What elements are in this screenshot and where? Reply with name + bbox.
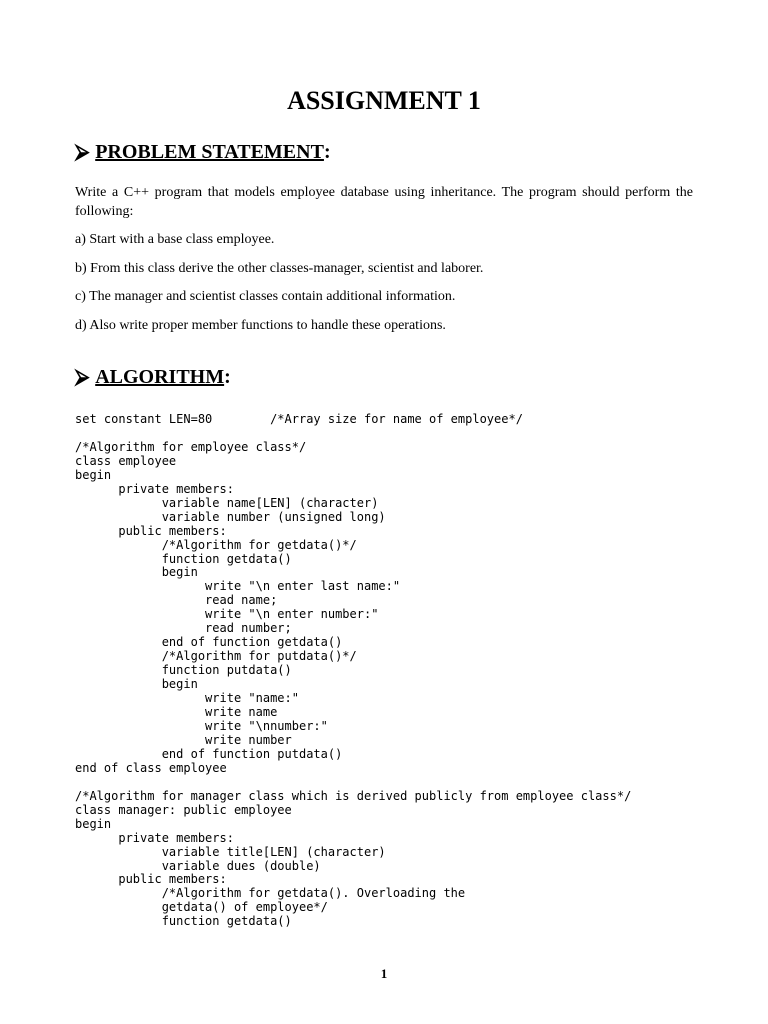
algorithm-label: ALGORITHM (95, 366, 225, 388)
page-title: ASSIGNMENT 1 (287, 86, 481, 115)
problem-item-a: a) Start with a base class employee. (75, 232, 275, 247)
arrow-bullet-icon: ⮚ (75, 366, 90, 388)
algorithm-code-block: set constant LEN=80 /*Array size for name of employee*/ /*Algorithm for employee class*/ class employee begin private members: variable name[LEN] (character) variable number (unsigned long) public members: /*Algorithm for getdata()*/ function getdata() begin write "\n enter last name:" read name; write "\n enter number:" read number; end of function getdata() /*Algorithm for putdata()*/ function putdata() begin write "name:" write name write "\nnumber:" write number end of function putdata() end of class employee /*Algorithm for manager class which is derived publicly from employee class*/ class manager: public employee begin private members: variable title[LEN] (character) variable dues (double) public members: /*Algorithm for getdata(). Overloading the getdata() of employee*/ function getdata() (75, 412, 632, 929)
problem-item-d: d) Also write proper member functions to handle these operations. (75, 318, 446, 333)
problem-statement-colon: : (323, 141, 331, 163)
problem-statement-heading (75, 141, 331, 164)
algorithm-colon: : (224, 366, 231, 388)
problem-statement-label: PROBLEM STATEMENT (95, 141, 324, 163)
page-number: 1 (380, 966, 388, 981)
arrow-bullet-icon: ⮚ (75, 141, 90, 163)
problem-intro: Write a C++ program that models employee database using inheritance. The program should perform the following: (75, 185, 693, 219)
problem-item-b: b) From this class derive the other classes-manager, scientist and laborer. (75, 261, 484, 276)
algorithm-heading (75, 366, 231, 389)
problem-item-c: c) The manager and scientist classes contain additional information. (75, 289, 456, 304)
